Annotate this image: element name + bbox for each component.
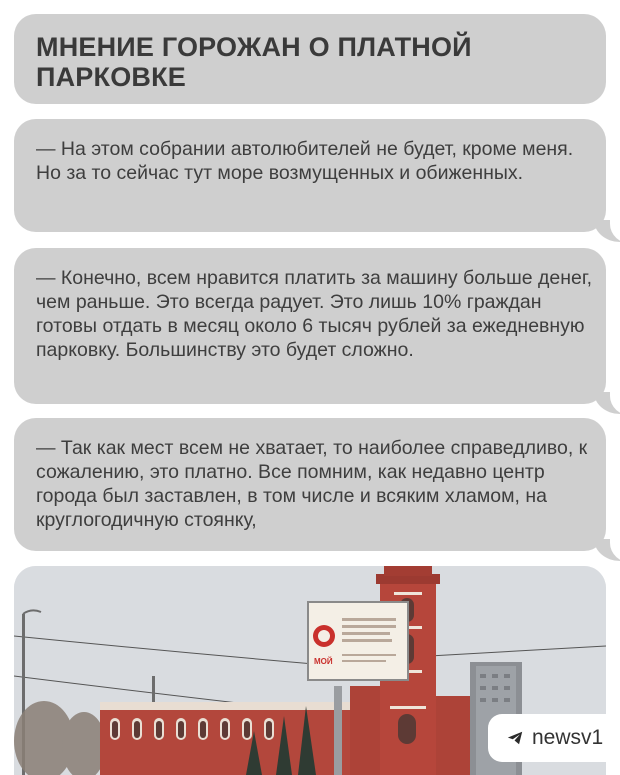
quote-bubble-2 [14,248,606,404]
billboard-logo-text: МОЙ [314,657,333,666]
telegram-icon [506,729,524,747]
quote-text-2: — Конечно, всем нравится платить за машину больше денег, чем раньше. Это всегда радует. Это лишь 10% граждан готовы отдать в месяц около 6 тысяч рублей за ежедневную парковку. Большинству это будет сложно. [36,267,593,361]
title-bubble [14,14,606,104]
page-title: МНЕНИЕ ГОРОЖАН О ПЛАТНОЙ ПАРКОВКЕ [36,32,472,92]
quote-text-1: — На этом собрании автолюбителей не будет, кроме меня. Но за то сейчас тут море возмущенных и обиженных. [36,138,574,184]
source-brand-label: newsv1 [532,726,604,749]
quote-text-3: — Так как мест всем не хватает, то наиболее справедливо, к сожалению, это платно. Все помним, как недавно центр города был заставлен, в том числе и всяким хламом, на круглогодичную стоянку, [36,437,588,531]
quote-bubble-3 [14,418,606,551]
quote-bubble-1 [14,119,606,232]
source-badge[interactable] [488,714,616,762]
